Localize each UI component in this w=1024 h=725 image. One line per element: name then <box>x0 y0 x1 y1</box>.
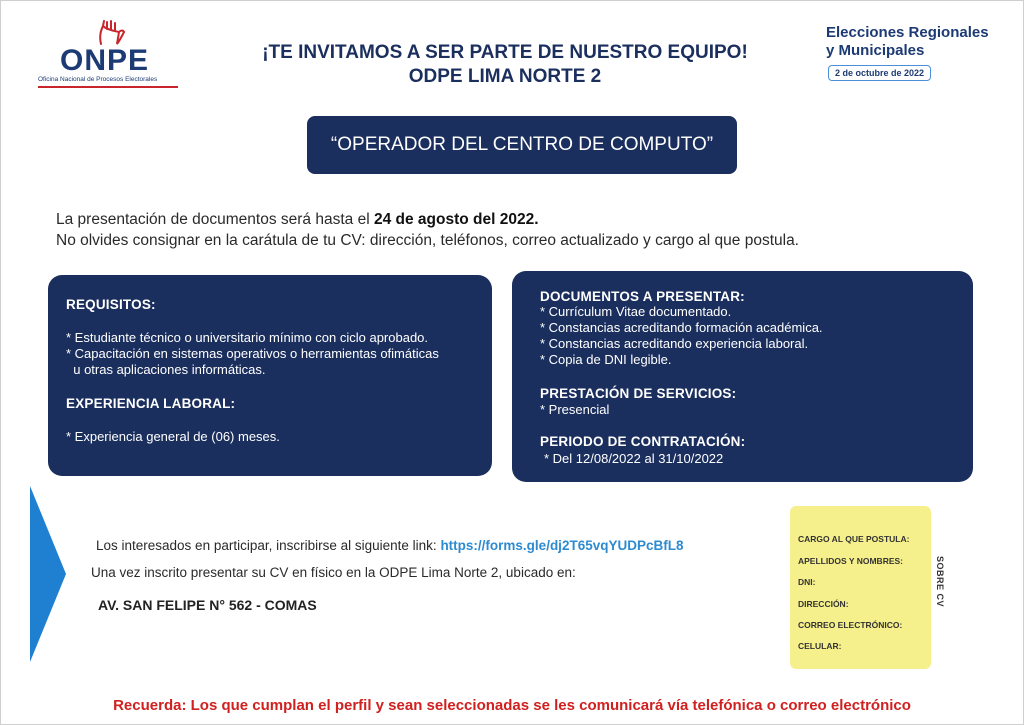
position-title-banner: “OPERADOR DEL CENTRO DE COMPUTO” <box>307 116 737 174</box>
logo-underline <box>38 86 178 88</box>
experience-item: * Experiencia general de (06) meses. <box>66 429 280 444</box>
headline-invitation: ¡TE INVITAMOS A SER PARTE DE NUESTRO EQUIPO! <box>262 42 748 63</box>
period-list <box>544 451 723 467</box>
requirements-list <box>66 330 486 378</box>
registration-instructions: Una vez inscrito presentar su CV en físico en la ODPE Lima Norte 2, ubicado en: <box>91 565 576 580</box>
onpe-logo <box>38 18 180 90</box>
requirement-item: * Capacitación en sistemas operativos o herramientas ofimáticas <box>66 346 439 361</box>
footer-note: Recuerda: Los que cumplan el perfil y sean seleccionadas se les comunicará vía telefónica o correo electrónico <box>113 697 911 714</box>
registration-text: Los interesados en participar, inscribirse al siguiente link: <box>96 538 441 553</box>
headline-office: ODPE LIMA NORTE 2 <box>408 66 602 87</box>
requirement-item: u otras aplicaciones informáticas. <box>66 362 266 377</box>
experience-list <box>66 429 280 445</box>
intro-deadline-date: 24 de agosto del 2022. <box>373 211 539 228</box>
envelope-field: CELULAR: <box>798 641 842 651</box>
logo-subtitle: Oficina Nacional de Procesos Electorales <box>38 76 158 83</box>
intro-deadline-line <box>56 209 799 230</box>
cv-envelope-label <box>790 506 931 669</box>
service-heading: PRESTACIÓN DE SERVICIOS: <box>540 386 737 401</box>
voting-hand-icon <box>93 20 127 46</box>
period-heading: PERIODO DE CONTRATACIÓN: <box>540 434 746 449</box>
envelope-field: DNI: <box>798 577 816 587</box>
envelope-field: CORREO ELECTRÓNICO: <box>798 620 903 630</box>
documents-list <box>540 304 823 368</box>
envelope-field: DIRECCIÓN: <box>798 599 849 609</box>
registration-link[interactable]: https://forms.gle/dj2T65vqYUDPcBfL8 <box>440 538 684 553</box>
intro-cv-instructions: No olvides consignar en la carátula de tu CV: dirección, teléfonos, correo actualizado y cargo al que postula. <box>56 232 799 249</box>
document-item: * Copia de DNI legible. <box>540 352 672 367</box>
service-item: * Presencial <box>540 402 610 417</box>
envelope-field: CARGO AL QUE POSTULA: <box>798 534 910 544</box>
requirements-card <box>48 275 492 476</box>
document-item: * Constancias acreditando formación académica. <box>540 320 823 335</box>
registration-line <box>96 538 683 553</box>
experience-heading: EXPERIENCIA LABORAL: <box>66 396 236 411</box>
arrow-right-icon <box>30 486 66 662</box>
election-date: 2 de octubre de 2022 <box>828 65 931 81</box>
office-address: AV. SAN FELIPE N° 562 - COMAS <box>98 597 317 613</box>
election-title-line1: Elecciones Regionales <box>826 24 989 41</box>
logo-wordmark: ONPE <box>60 44 150 77</box>
election-badge <box>826 24 1016 81</box>
service-list <box>540 402 609 418</box>
intro-deadline-prefix: La presentación de documentos será hasta el <box>56 211 374 228</box>
envelope-side-label: SOBRE CV <box>935 556 945 608</box>
intro-text <box>56 209 799 251</box>
election-title-line2: y Municipales <box>826 42 925 59</box>
documents-card <box>512 271 973 482</box>
document-item: * Constancias acreditando experiencia laboral. <box>540 336 809 351</box>
document-item: * Currículum Vitae documentado. <box>540 304 732 319</box>
envelope-field: APELLIDOS Y NOMBRES: <box>798 556 904 566</box>
requirement-item: * Estudiante técnico o universitario mínimo con ciclo aprobado. <box>66 330 429 345</box>
period-item: * Del 12/08/2022 al 31/10/2022 <box>544 451 724 466</box>
requirements-heading: REQUISITOS: <box>66 297 156 312</box>
documents-heading: DOCUMENTOS A PRESENTAR: <box>540 289 745 304</box>
headline <box>230 42 780 88</box>
